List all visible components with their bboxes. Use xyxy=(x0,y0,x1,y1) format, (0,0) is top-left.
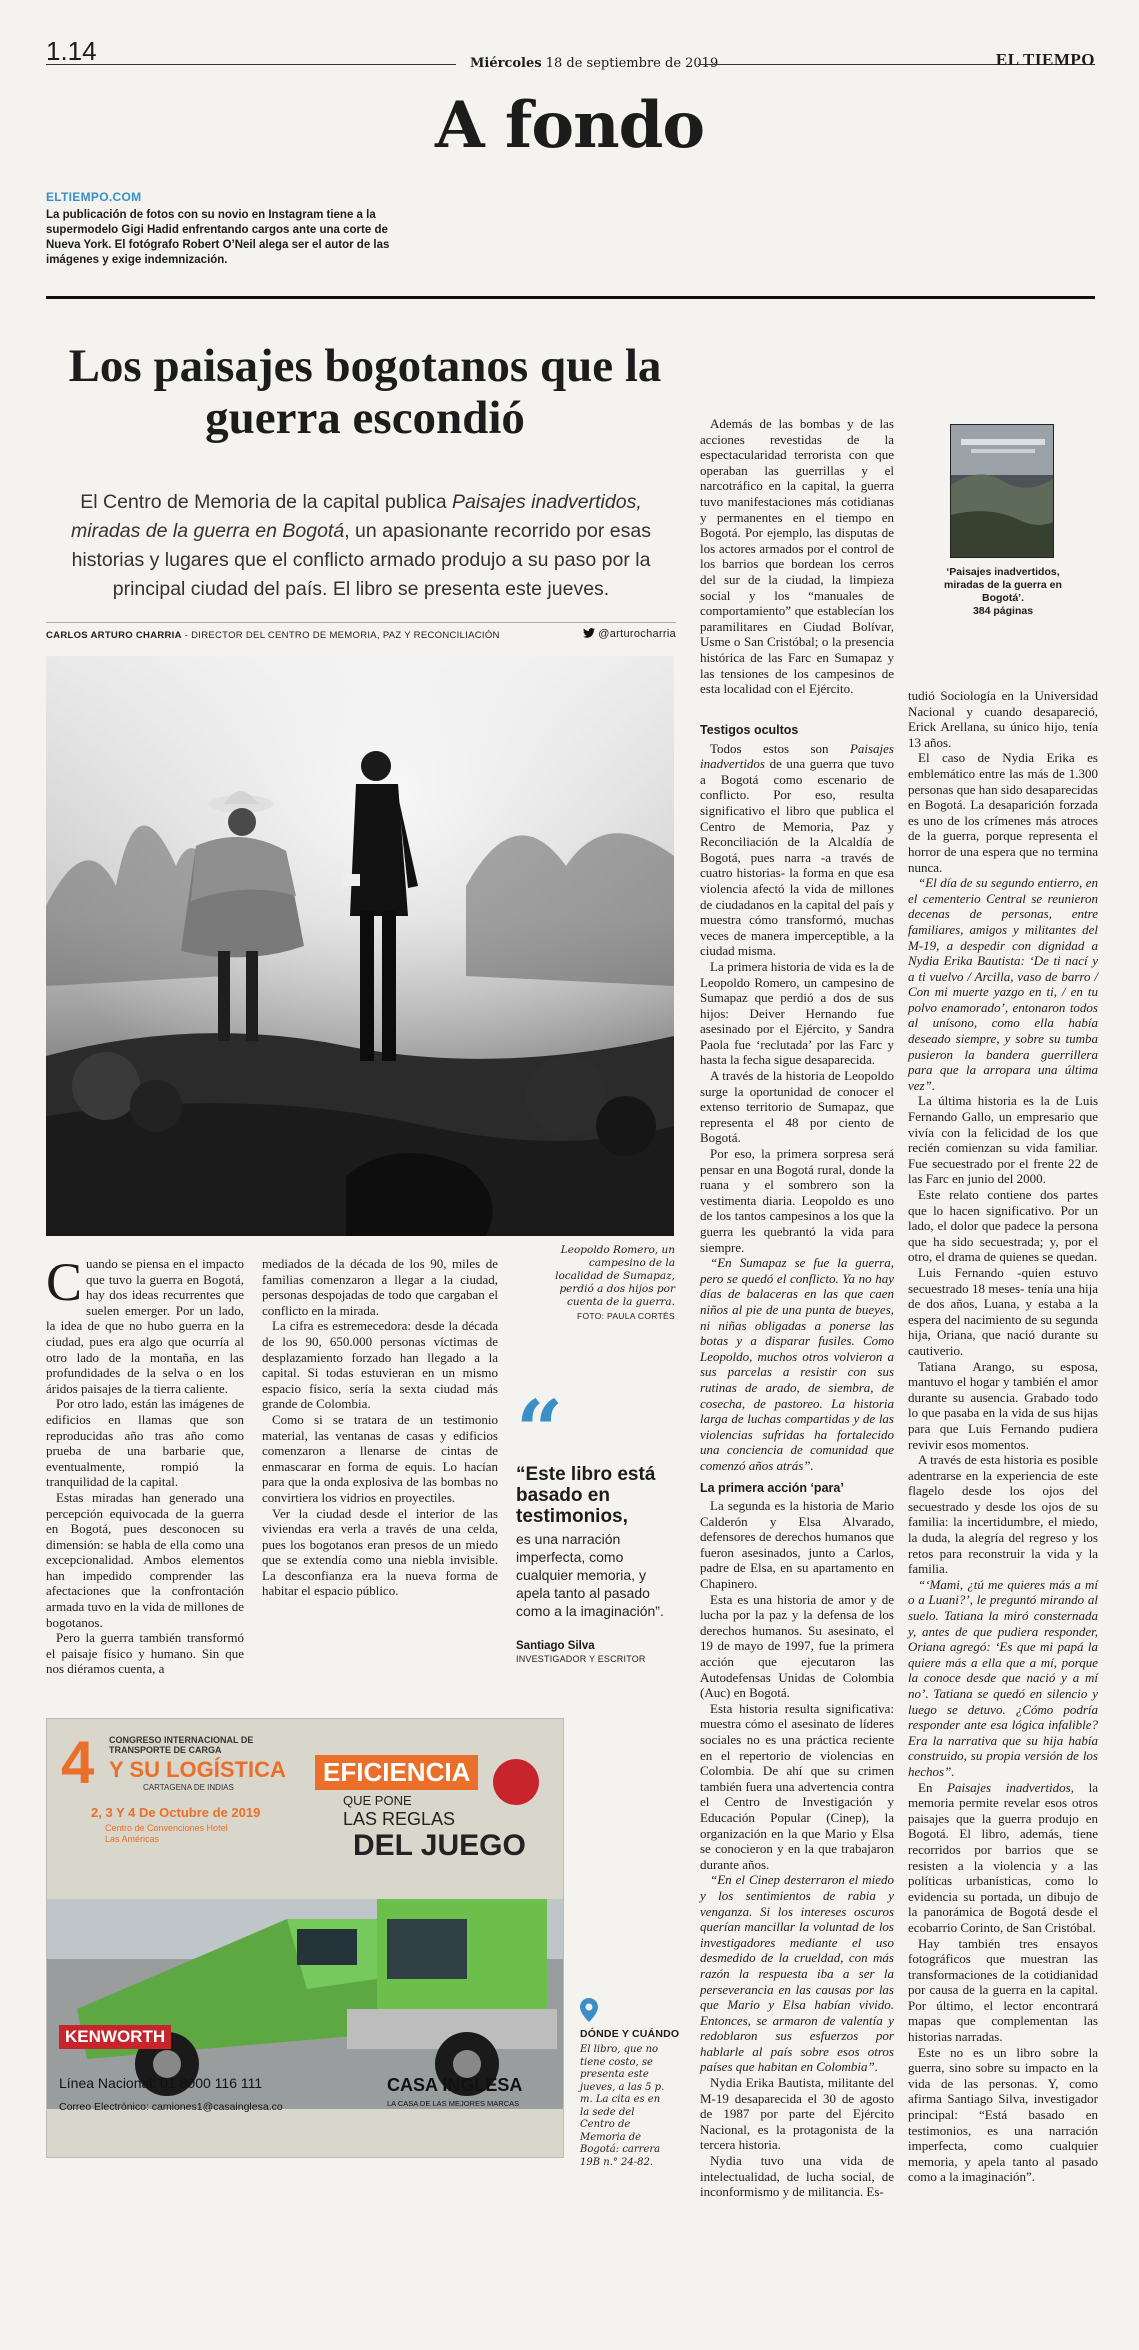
paragraph: La última historia es la de Luis Fernando Gallo, un empresario que vivía con la felicidad de los que recién comienzan su vida familiar. Fue secuestrado por el frente 22 de las Farc en junio del 2000. xyxy=(908,1093,1098,1187)
book-pages: 384 páginas xyxy=(972,605,1034,617)
byline-author: CARLOS ARTURO CHARRIA xyxy=(46,630,182,641)
paragraph: Luis Fernando -quien estuvo secuestrado 18 meses- tenía una hija de dos años, Luana, y estaba a la espera del nacimiento de su segunda hija, Oriana, que nació durante su cautiverio. xyxy=(908,1264,1098,1358)
paragraph-text: Todos estos son xyxy=(710,740,850,756)
paragraph: A través de esta historia es posible adentrarse en la experiencia de este flagelo desde los ojos del secuestrado y desde los ojos de su familia: la incertidumbre, el miedo, la duda, la alegría del regreso y los retos para reconstruir la vida y la familia. xyxy=(908,1452,1098,1577)
ad-slogan-1: QUE PONE xyxy=(343,1793,412,1808)
ad-slogan-3: DEL JUEGO xyxy=(353,1829,526,1862)
quote-icon: “ xyxy=(516,1383,564,1479)
paragraph-text: En xyxy=(918,1779,948,1795)
issue-day: 18 de septiembre de 2019 xyxy=(545,56,719,71)
paragraph: Este no es un libro sobre la guerra, sino sobre su impacto en la vida de las personas. Y, como afirma Santiago Silva, investigador principal: “Está basado en testimonios, es una narración imperfecta, como cualquier memoria, y apela tanto al pasado como a la imaginación”. xyxy=(908,2044,1098,2185)
article-column-3 xyxy=(700,416,894,697)
article-deck xyxy=(46,488,676,604)
twitter-bird-icon xyxy=(583,628,595,638)
article-photo xyxy=(46,656,674,1236)
issue-date xyxy=(470,56,718,71)
pullquote-lead: “Este libro está basado en testimonios, xyxy=(516,1464,656,1527)
quote-text: “‘Mami, ¿tú me quieres más a mí o a Luani?’, le preguntó mirando al suelo. Tatiana la miró consternada y, antes de que pudiera responder, Oriana agregó: ‘Es que mi papá la quiere más a ella que a mí, porque la conoce desde que nació y a mí no’. Tatiana se quedó en silencio y luego se detuvo. ¿Cómo podría responder ante esa lógica infalible? Era la narrativa que su hija había construido, su propia versión de los hechos”. xyxy=(908,1576,1098,1779)
byline-rule xyxy=(46,622,676,623)
paragraph xyxy=(700,1255,894,1473)
paragraph: Esta historia resulta significativa: muestra cómo el asesinato de líderes sociales no es una práctica reciente en el repertorio de violencias en Colombia. De ahí que su crimen también fuera una advertencia contra el Centro de Investigación y Educación Popular (Cinep), la organización en la que Mario y Elsa se conocieron y en la que trabajaron durante años. xyxy=(700,1700,894,1872)
paragraph-text: de una guerra que tuvo a Bogotá como escenario de conflicto. Por eso, resulta significativo el libro que publica el Centro de Memoria, Paz y Reconciliación de la Alcaldía de Bogotá, pues narra -a través de cuatro historias- la forma en que esa violencia afectó la vida de millones de ciudadanos en la capital del país y muestra cómo transformó, muchas veces de manera imperceptible, a la ciudad misma. xyxy=(700,756,894,959)
book-cover-art xyxy=(951,425,1054,558)
paragraph: tudió Sociología en la Universidad Nacional y cuando desapareció, Erick Arellana, su único hijo, tenía 13 años. xyxy=(908,688,1098,750)
twitter-handle-text: @arturocharria xyxy=(598,628,676,640)
photo-credit: FOTO: PAULA CORTÉS xyxy=(577,1311,675,1321)
paragraph: El caso de Nydia Erika es emblemático entre las más de 1.300 personas que han sido desaparecidas en Bogotá. La desaparición forzada es uno de los crímenes más atroces de la guerra, porque representa el horror de una espera que no termina nunca. xyxy=(908,750,1098,875)
where-when-title: DÓNDE Y CUÁNDO xyxy=(580,2028,680,2040)
paragraph: Nydia Erika Bautista, militante del M-19 desaparecida el 30 de agosto de 1987 por parte del Ejército Nacional, es la protagonista de la tercera historia. xyxy=(700,2075,894,2153)
header-rule-left xyxy=(46,64,456,65)
deck-book-title: Paisajes inadvertidos, miradas de la guerra en Bogotá xyxy=(71,491,642,542)
kenworth-advertisement[interactable] xyxy=(46,1718,564,2158)
quote-text: “El día de su segundo entierro, en el cementerio Central se reunieron decenas de personas, entre familiares, amigos y militantes del M-19, a despedir con dignidad a Nydia Erika Bautista: ‘De ti nací y a ti vuelvo / Arcilla, vaso de barro / Con mi muerte yazgo en ti, / en tu polvo enamorado’, entonaron todos al unísono, como ella había deseado siempre, y sobre su tumba pusieron la bandera guerrillera para que la arropara una última vez”. xyxy=(908,875,1098,1093)
paragraph: Por otro lado, están las imágenes de edificios en llamas que son reproducidas año tras año como prueba de una barbarie que, eventualmente, rompió la tranquilidad de la capital. xyxy=(46,1396,244,1490)
casa-inglesa-logo: CASA INGLESA xyxy=(387,2075,523,2095)
article-column-1 xyxy=(46,1252,244,1677)
paragraph: Además de las bombas y de las acciones revestidas de la espectacularidad terrorista con que operaban las guerrillas y el narcotráfico en la capital, la guerra tuvo manifestaciones más cotidianas y permanentes en el tiempo en Bogotá. Por ejemplo, las disputas de los actores armados por el control de los barrios que bordean los cerros del sur de la ciudad, la limpieza social y los “manuales de comportamiento” que establecían los paramilitares en Ciudad Bolívar, Usme o San Cristóbal; o la presencia histórica de las Farc en Sumapaz y las tensiones de los campesinos de esta localidad con el Ejército. xyxy=(700,416,894,697)
page-number: 1.14 xyxy=(46,36,97,66)
section-title: A fondo xyxy=(434,88,705,163)
truck-illustration xyxy=(47,1859,564,2109)
paragraph: La primera historia de vida es la de Leopoldo Romero, un campesino de Sumapaz que perdió a dos de sus hijos: Deiver Hernando fue asesinado por el Ejército, y Sandra Paola fue ‘reclutada’ por las Farc y hasta la fecha sigue desaparecida. xyxy=(700,958,894,1068)
paragraph xyxy=(46,1252,244,1396)
ad-dates: 2, 3 Y 4 De Octubre de 2019 xyxy=(91,1805,261,1820)
paragraph xyxy=(908,1577,1098,1780)
paragraph-text: uando se piensa en el impacto que tuvo la guerra en Bogotá, hay dos ideas recurrentes que suelen emerger. Por un lado, la idea de que no hubo guerra en la ciudad, pues era algo que ocurría al otro lado de la montaña, en las profundidades de la selva o en los áridos paisajes de la tierra caliente. xyxy=(46,1256,244,1396)
twitter-handle[interactable] xyxy=(583,628,676,640)
ad-slogan-2: LAS REGLAS xyxy=(343,1809,456,1829)
paragraph: Pero la guerra también transformó el paisaje físico y humano. Sin que nos diéramos cuenta, a xyxy=(46,1630,244,1677)
photo-leopoldo-romero xyxy=(46,656,674,1236)
where-when-text: El libro, que no tiene costo, se presenta este jueves, a las 5 p. m. La cita es en la sede del Centro de Memoria de Bogotá: carrera 19B n.° 24-82. xyxy=(580,2044,665,2168)
paragraph: Como si se tratara de un testimonio material, las ventanas de casas y edificios comenzaron a llenarse de cintas de enmascarar en forma de equis. Lo hacían para que la onda explosiva de las bombas no convirtiera los vidrios en proyectiles. xyxy=(262,1411,498,1505)
paragraph: Tatiana Arango, su esposa, mantuvo el hogar y también el amor durante su ausencia. Grabado todo lo que pasaba en la vida de sus hijas para que Luis Fernando pudiera revivir esos momentos. xyxy=(908,1358,1098,1452)
book-caption xyxy=(940,566,1066,618)
pullquote-text: es una narración imperfecta, como cualquier memoria, y apela tanto al pasado como a la imaginación”. xyxy=(516,1531,664,1619)
subheading-testigos: Testigos ocultos xyxy=(700,723,799,737)
article-column-4 xyxy=(908,688,1098,2185)
paragraph: Ver la ciudad desde el interior de las viviendas era verla a través de una celda, pues los bogotanos eran presos de un miedo que se extendía como una niebla invisible. La desconfianza era la nueva forma de habitar el espacio público. xyxy=(262,1505,498,1599)
ad-eficiencia: EFICIENCIA xyxy=(315,1755,478,1790)
casa-inglesa-tagline: LA CASA DE LAS MEJORES MARCAS xyxy=(387,2099,520,2108)
paragraph xyxy=(908,875,1098,1093)
ad-phone: Línea Nacional: 01 8000 116 111 xyxy=(59,2075,263,2091)
article-column-3-cont xyxy=(700,716,894,2200)
issue-weekday: Miércoles xyxy=(470,56,542,71)
kenworth-badge-icon xyxy=(493,1759,539,1805)
paragraph: Nydia tuvo una vida de intelectualidad, de lucha social, de inconformismo y de militancia. Es- xyxy=(700,2153,894,2200)
pullquote-author: Santiago Silva xyxy=(516,1640,595,1652)
ad-email: Correo Electrónico: camiones1@casainglesa.co xyxy=(59,2101,283,2113)
book-title: ‘Paisajes inadvertidos, miradas de la guerra en Bogotá’. xyxy=(944,566,1062,604)
teaser-source-link[interactable]: ELTIEMPO.COM xyxy=(46,190,142,204)
paragraph: Por eso, la primera sorpresa será pensar en una Bogotá rural, donde la ruana y el sombrero son la vestimenta diaria. Leopoldo es uno de los tantos campesinos a los que la guerra les quebrantó la vida para siempre. xyxy=(700,1146,894,1255)
book-title-inline: Paisajes inadvertidos xyxy=(947,1779,1071,1795)
deck-post: , un apasionante recorrido por esas historias y lugares que el conflicto armado produjo a su paso por la principal ciudad del país. El libro se presenta este jueves. xyxy=(71,520,651,600)
photo-caption-text: Leopoldo Romero, un campesino de la localidad de Sumapaz, perdió a dos hijos por cuenta de la guerra. xyxy=(555,1244,675,1308)
paragraph: Este relato contiene dos partes que lo hacen significativo. Por un lado, el dolor que padece la persona que ha sido secuestrada; y, por el otro, el drama de quienes se quedan. xyxy=(908,1187,1098,1265)
article-headline: Los paisajes bogotanos que la guerra escondió xyxy=(68,340,662,444)
deck-pre: El Centro de Memoria de la capital publica xyxy=(80,491,453,513)
ad-venue: Centro de Convenciones Hotel Las Américas xyxy=(105,1823,228,1844)
dropcap: C xyxy=(46,1252,83,1312)
paragraph: Esta es una historia de amor y de lucha por la paz y la defensa de los derechos humanos. Su asesinato, el 19 de mayo de 1997, fue la primera acción que ejecutaron las Autodefensas Unidas de Colombia (Auc) en Bogotá. xyxy=(700,1591,894,1701)
newspaper-brand: EL TIEMPO xyxy=(995,50,1095,69)
book-title-inline: Paisajes inadvertidos xyxy=(700,740,894,772)
paragraph: La segunda es la historia de Mario Calderón y Elsa Alvarado, defensores de derechos humanos que fueron asesinados, junto a Carlos, padre de Elsa, en su apartamento en Chapinero. xyxy=(700,1498,894,1592)
kenworth-logo: KENWORTH xyxy=(59,2025,171,2049)
photo-caption xyxy=(540,1244,675,1323)
paragraph-text: , la memoria permite revelar esos otros paisajes que la guerra produjo en Bogotá. El libro, además, tiene recorridos por barrios que se resisten a la violencia y a las políticas urbanísticas, como lo evidencia su portada, un dibujo de la panorámica de Bogotá desde el ecobarrio Corinto, de San Cristóbal. xyxy=(908,1779,1098,1935)
ad-city: CARTAGENA DE INDIAS xyxy=(143,1783,234,1792)
location-pin-icon xyxy=(580,1998,598,2022)
section-divider xyxy=(46,296,1095,299)
paragraph xyxy=(700,741,894,959)
paragraph: La cifra es estremecedora: desde la década de los 90, 650.000 personas víctimas de desplazamiento forzado han llegado a la capital. Si todas estuvieran en un mismo espacio físico, sería la sexta ciudad más grande de Colombia. xyxy=(262,1318,498,1412)
quote-text: “En Sumapaz se fue la guerra, pero se quedó el conflicto. Ya no hay días de balaceras en las que caen niños al pie de una punta de bueyes, ni niñas obligadas a ponerse las botas y a disparar fusiles. Como Leopoldo, muchos otros volvieron a sus parcelas a resistir con sus rutinas de arado, de siembra, de cosecha, de pastoreo. La historia larga de luchas compartidas y de las violencias sufridas ha fortalecido una conciencia de comunidad que comenzó años atrás”. xyxy=(700,1255,894,1473)
book-cover-image xyxy=(950,424,1054,558)
teaser-text: La publicación de fotos con su novio en Instagram tiene a la supermodelo Gigi Hadid enfrentando cargos ante una corte de Nueva York. El fotógrafo Robert O’Neil alega ser el autor de las imágenes y exige indemnización. xyxy=(46,209,390,266)
ad-congress-title: CONGRESO INTERNACIONAL DE TRANSPORTE DE CARGA xyxy=(109,1735,254,1755)
quote-text: “En el Cinep desterraron el miedo y los sentimientos de rabia y venganza. Si los intereses oscuros querían mancillar la voluntad de los investigadores mediante el uso desmedido de la crueldad, con más razón la respuesta iba a ser la perseverancia en las causas por las que Mario y Elsa habían vivido. Entonces, se armaron de valentía y redoblaron sus esfuerzos por hablarle al país sobre esos otros países que habitan en Colombia”. xyxy=(700,1872,894,2075)
article-column-2 xyxy=(262,1256,498,1599)
byline xyxy=(46,630,676,641)
paragraph: A través de la historia de Leopoldo surge la oportunidad de conocer el extenso territorio de Sumapaz, que representa el 48 por ciento de Bogotá. xyxy=(700,1068,894,1146)
paragraph: Hay también tres ensayos fotográficos que muestran las transformaciones de la cotidianidad por causa de la guerra en la capital. Por último, el lector encontrará mapas que complementan las historias narradas. xyxy=(908,1935,1098,2045)
paragraph xyxy=(908,1780,1098,1936)
paragraph: Estas miradas han generado una percepción equivocada de la guerra en Bogotá, pues desconocen su dimensión: se habla de ella como una excepcionalidad. Ambos elementos han impedido comprender las afectaciones que la confrontación armada tuvo en la vida de millones de bogotanos. xyxy=(46,1489,244,1630)
ad-logistica: Y SU LOGÍSTICA xyxy=(109,1757,286,1782)
subheading-primera-accion: La primera acción ‘para’ xyxy=(700,1480,844,1495)
paragraph: mediados de la década de los 90, miles de familias comenzaron a llegar a la ciudad, personas despojadas de todo que cargaban el conflicto en la mirada. xyxy=(262,1256,498,1318)
pullquote-role: INVESTIGADOR Y ESCRITOR xyxy=(516,1654,646,1664)
paragraph xyxy=(700,1872,894,2075)
ad-congress-number: 4 xyxy=(61,1729,95,1796)
byline-role: - DIRECTOR DEL CENTRO DE MEMORIA, PAZ Y RECONCILIACIÓN xyxy=(181,630,500,641)
